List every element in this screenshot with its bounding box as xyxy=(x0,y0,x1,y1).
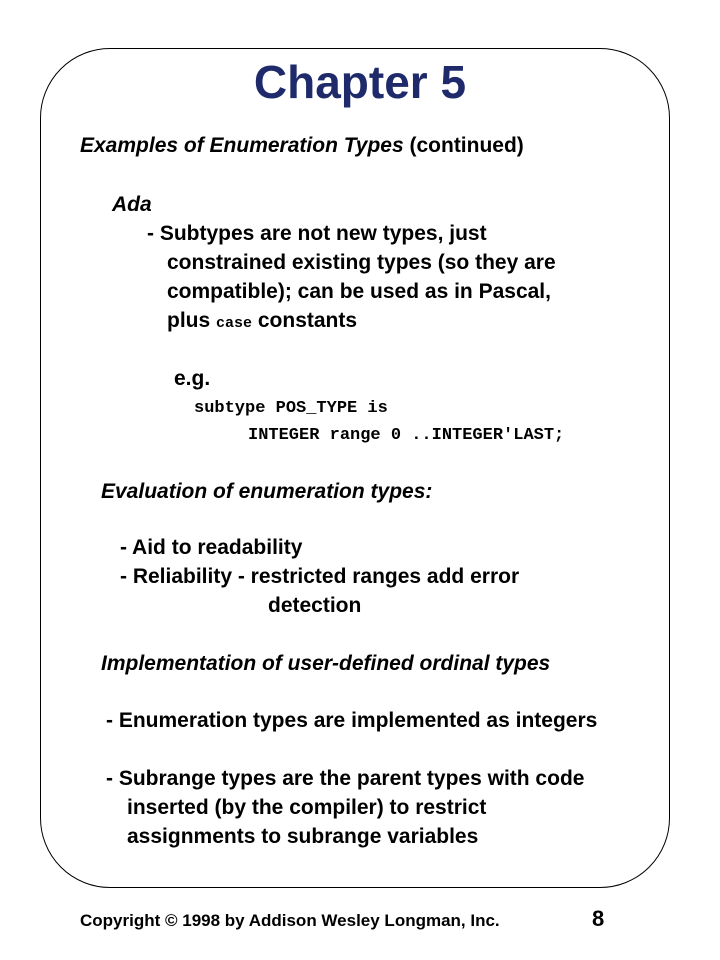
ada-label: Ada xyxy=(112,193,152,216)
section-heading xyxy=(80,133,524,159)
evaluation-item-1: - Aid to readability xyxy=(120,536,303,559)
implementation-item-2-line-2: inserted (by the compiler) to restrict xyxy=(127,796,487,819)
copyright-footer: Copyright © 1998 by Addison Wesley Longman, Inc. xyxy=(80,911,500,930)
section-heading-italic: Examples of Enumeration Types xyxy=(80,134,404,157)
ada-line-4 xyxy=(167,308,357,337)
evaluation-heading: Evaluation of enumeration types: xyxy=(101,480,433,503)
code-line-1: subtype POS_TYPE is xyxy=(194,399,388,418)
implementation-item-2-line-3: assignments to subrange variables xyxy=(127,825,479,848)
ada-line-4-pre: plus xyxy=(167,309,217,332)
implementation-heading: Implementation of user-defined ordinal types xyxy=(101,652,551,675)
evaluation-item-2-cont: detection xyxy=(268,594,362,617)
ada-line-4-post: constants xyxy=(252,309,358,332)
implementation-item-2-line-1: - Subrange types are the parent types with code xyxy=(106,767,585,790)
page-number: 8 xyxy=(592,906,605,931)
ada-line-1: - Subtypes are not new types, just xyxy=(147,222,487,245)
slide-frame xyxy=(40,48,670,888)
implementation-item-1: - Enumeration types are implemented as integers xyxy=(106,709,598,732)
case-keyword: case xyxy=(216,315,253,332)
example-label: e.g. xyxy=(174,367,211,390)
slide-title: Chapter 5 xyxy=(253,56,467,108)
ada-line-2: constrained existing types (so they are xyxy=(167,251,556,274)
code-line-2: INTEGER range 0 ..INTEGER'LAST; xyxy=(248,426,565,445)
section-heading-suffix: (continued) xyxy=(403,134,524,157)
evaluation-item-2: - Reliability - restricted ranges add error xyxy=(120,565,520,588)
ada-line-3: compatible); can be used as in Pascal, xyxy=(167,280,551,303)
